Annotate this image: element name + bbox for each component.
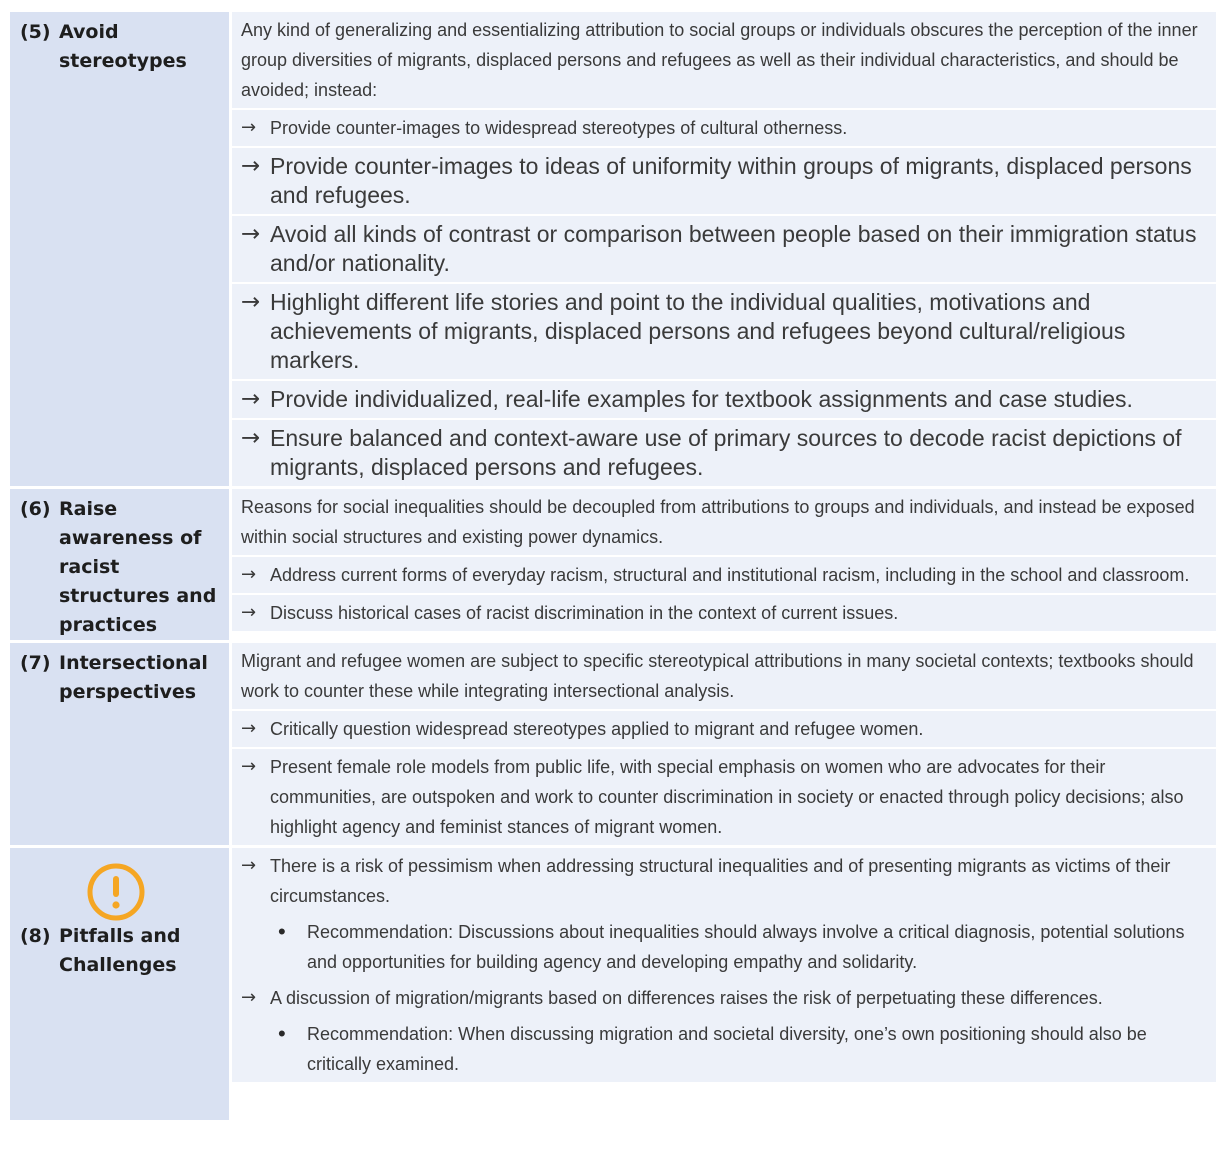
list-item-text: Avoid all kinds of contrast or comparison between people based on their immigration status and/or nationality. [270,221,1197,276]
list-item-text: Provide counter-images to widespread stereotypes of cultural otherness. [270,118,848,138]
section-number: (8) [20,925,51,947]
section-content [232,12,1216,486]
section-number: (5) [20,21,51,43]
section-pitfalls [10,848,1216,1120]
section-label [10,12,229,486]
section-intro [232,489,1216,557]
arrow-icon: → [241,756,257,777]
exclamation-circle-icon [86,862,146,922]
arrow-icon: → [241,153,261,179]
list-item-text: Discuss historical cases of racist discrimination in the context of current issues. [270,603,899,623]
list-item-text: Address current forms of everyday racism, structural and institutional racism, including in the school and classroom. [270,565,1190,585]
intro-text: Migrant and refugee women are subject to specific stereotypical attributions in many societal contexts; textbooks should work to counter these while integrating intersectional analysis. [241,651,1194,701]
list-item-text: Ensure balanced and context-aware use of primary sources to decode racist depictions of migrants, displaced persons and refugees. [270,425,1182,480]
arrow-icon: → [241,117,257,138]
section-heading [20,922,189,980]
arrow-icon: → [241,425,261,451]
arrow-icon: → [241,386,261,412]
arrow-icon: → [241,221,261,247]
list-item [232,749,1216,845]
section-title: Pitfalls and Challenges [59,925,181,976]
section-content [232,489,1216,640]
list-item-text: There is a risk of pessimism when addressing structural inequalities and of presenting migrants as victims of their circumstances. [270,856,1171,906]
list-item [232,284,1216,381]
list-item [232,381,1216,420]
section-raise-awareness [10,489,1216,643]
sub-item-text: Recommendation: When discussing migration and societal diversity, one’s own positioning should also be critically examined. [307,1024,1147,1074]
intro-text: Reasons for social inequalities should be decoupled from attributions to groups and individuals, and instead be exposed within social structures and existing power dynamics. [241,497,1195,547]
list-item [232,711,1216,749]
section-title: Raise awareness of racist structures and practices [59,498,217,636]
sub-item-text: Recommendation: Discussions about inequalities should always involve a critical diagnosis, potential solutions and opportunities for building agency and developing empathy and solidarity. [307,922,1185,972]
intro-text: Any kind of generalizing and essentializing attribution to social groups or individuals obscures the perception of the inner group diversities of migrants, displaced persons and refugees as well as their individual characteristics, and should be avoided; instead: [241,20,1198,100]
list-item-text: Provide counter-images to ideas of uniformity within groups of migrants, displaced persons and refugees. [270,153,1192,208]
list-item [232,557,1216,595]
arrow-icon: → [241,718,257,739]
section-label [10,643,229,845]
list-item-text: Highlight different life stories and point to the individual qualities, motivations and achievements of migrants, displaced persons and refugees beyond cultural/religious markers. [270,289,1126,373]
section-intro [232,643,1216,711]
list-item-text: A discussion of migration/migrants based on differences raises the risk of perpetuating these differences. [270,988,1103,1008]
list-item [232,848,1216,914]
section-title: Avoid stereotypes [59,21,187,72]
section-content [232,643,1216,845]
list-item [232,420,1216,486]
guidelines-table [10,12,1216,1120]
section-content [232,848,1216,1120]
section-number: (7) [20,652,51,674]
sub-list-item [232,1016,1216,1082]
list-item [232,110,1216,148]
bullet-icon: • [278,919,286,944]
list-item [232,980,1216,1016]
arrow-icon: → [241,855,257,876]
list-item [232,216,1216,284]
bullet-icon: • [278,1021,286,1046]
arrow-icon: → [241,987,257,1008]
section-intersectional [10,643,1216,848]
section-label [10,848,229,1120]
section-avoid-stereotypes [10,12,1216,489]
list-item [232,148,1216,216]
section-number: (6) [20,498,51,520]
list-item-text: Provide individualized, real-life examples for textbook assignments and case studies. [270,386,1133,412]
section-intro [232,12,1216,110]
section-title: Intersectional perspectives [59,652,208,703]
section-label [10,489,229,640]
arrow-icon: → [241,564,257,585]
sub-list-item [232,914,1216,980]
list-item [232,595,1216,631]
arrow-icon: → [241,602,257,623]
list-item-text: Critically question widespread stereotypes applied to migrant and refugee women. [270,719,924,739]
list-item-text: Present female role models from public life, with special emphasis on women who are advocates for their communities, are outspoken and work to counter discrimination in society or enacted through policy decisions; also highlight agency and feminist stances of migrant women. [270,757,1184,837]
arrow-icon: → [241,289,261,315]
